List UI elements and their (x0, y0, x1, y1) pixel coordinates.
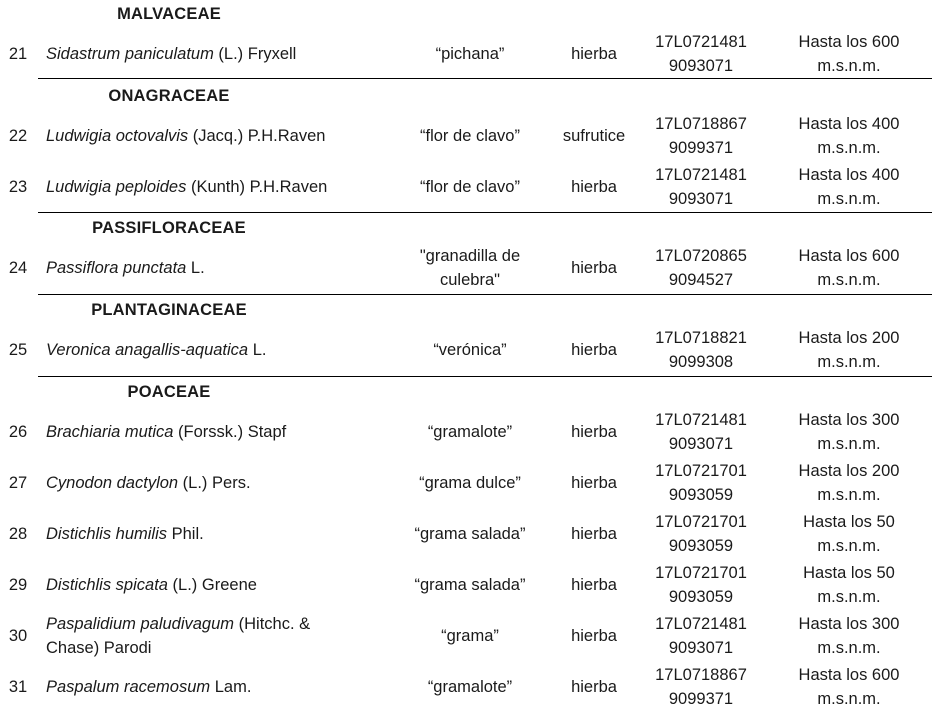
family-divider (38, 78, 932, 79)
altitude-range-stack (799, 459, 900, 507)
common-name-text: “grama dulce” (419, 474, 521, 492)
species-name-italic: Veronica anagallis-aquatica (46, 341, 249, 359)
utm-northing: 9093059 (668, 588, 734, 606)
growth-habit: hierba (571, 178, 617, 196)
species-name-italic: Paspalidium paludivagum (46, 615, 235, 633)
altitude-range-stack (799, 326, 900, 374)
row-number: 22 (8, 127, 28, 145)
utm-coordinates-stack (655, 663, 747, 711)
family-divider (38, 212, 932, 213)
utm-northing: 9099371 (668, 139, 734, 157)
growth-habit: hierba (571, 525, 617, 543)
growth-habit: hierba (571, 576, 617, 594)
altitude-limit: Hasta los 600 (798, 33, 900, 51)
growth-habit: hierba (571, 45, 617, 63)
species-author: (L.) Greene (167, 576, 257, 594)
utm-coordinates (645, 112, 757, 160)
row-number: 21 (8, 45, 28, 63)
altitude-unit: m.s.n.m. (817, 690, 881, 708)
row-number: 29 (8, 576, 28, 594)
altitude-range-stack (799, 408, 900, 456)
table-row (0, 30, 940, 78)
altitude-range (775, 163, 923, 211)
table-row (0, 561, 940, 609)
utm-northing: 9093059 (668, 537, 734, 555)
species-author: Lam. (210, 678, 252, 696)
scientific-name (46, 112, 366, 160)
utm-zone-easting: 17L0721701 (655, 513, 747, 531)
table-row (0, 459, 940, 507)
utm-northing: 9093071 (668, 639, 734, 657)
species-name-italic: Sidastrum paniculatum (46, 45, 214, 63)
utm-coordinates (645, 408, 757, 456)
table-row (0, 244, 940, 292)
row-number: 27 (8, 474, 28, 492)
species-author: Phil. (167, 525, 204, 543)
scientific-name (46, 561, 366, 609)
utm-northing: 9093071 (668, 190, 734, 208)
utm-coordinates-stack (655, 326, 747, 374)
utm-coordinates (645, 326, 757, 374)
altitude-unit: m.s.n.m. (817, 639, 881, 657)
common-name-text: "granadilla de culebra" (419, 247, 521, 289)
family-divider (38, 376, 932, 377)
common-name (380, 408, 560, 456)
utm-northing: 9099371 (668, 690, 734, 708)
growth-habit: hierba (571, 259, 617, 277)
family-divider (38, 294, 932, 295)
altitude-range (775, 612, 923, 660)
row-number: 28 (8, 525, 28, 543)
utm-northing: 9093071 (668, 435, 734, 453)
utm-zone-easting: 17L0718867 (655, 666, 747, 684)
utm-northing: 9094527 (668, 271, 734, 289)
growth-habit: hierba (571, 474, 617, 492)
scientific-name (46, 612, 366, 660)
altitude-range-stack (799, 612, 900, 660)
utm-northing: 9099308 (668, 353, 734, 371)
altitude-limit: Hasta los 400 (798, 166, 900, 184)
altitude-range-stack (799, 663, 900, 711)
altitude-unit: m.s.n.m. (817, 486, 881, 504)
row-number: 23 (8, 178, 28, 196)
utm-northing: 9093059 (668, 486, 734, 504)
scientific-name (46, 663, 366, 711)
altitude-range (775, 30, 923, 78)
common-name-text: “verónica” (433, 341, 507, 359)
row-number: 25 (8, 341, 28, 359)
row-number: 24 (8, 259, 28, 277)
altitude-limit: Hasta los 200 (798, 329, 900, 347)
scientific-name-text (46, 471, 251, 495)
utm-coordinates (645, 163, 757, 211)
common-name-text: “pichana” (435, 45, 505, 63)
utm-coordinates-stack (655, 408, 747, 456)
scientific-name (46, 244, 366, 292)
common-name-text: “flor de clavo” (420, 127, 520, 145)
table-row (0, 510, 940, 558)
common-name-text: “grama” (441, 627, 499, 645)
scientific-name-text (46, 338, 266, 362)
altitude-range (775, 459, 923, 507)
common-name (380, 663, 560, 711)
utm-zone-easting: 17L0721701 (655, 462, 747, 480)
species-name-italic: Cynodon dactylon (46, 474, 179, 492)
common-name (380, 561, 560, 609)
common-name (380, 163, 560, 211)
utm-coordinates (645, 244, 757, 292)
utm-coordinates-stack (655, 244, 747, 292)
altitude-range (775, 112, 923, 160)
common-name-text: “flor de clavo” (420, 178, 520, 196)
altitude-range (775, 326, 923, 374)
table-row (0, 408, 940, 456)
growth-habit: hierba (571, 627, 617, 645)
utm-coordinates-stack (655, 163, 747, 211)
utm-zone-easting: 17L0721701 (655, 564, 747, 582)
common-name (380, 112, 560, 160)
species-name-italic: Passiflora punctata (46, 259, 187, 277)
row-number: 26 (8, 423, 28, 441)
altitude-range-stack (803, 510, 895, 558)
scientific-name-text (46, 256, 205, 280)
species-name-italic: Ludwigia octovalvis (46, 127, 189, 145)
scientific-name (46, 163, 366, 211)
row-number: 30 (8, 627, 28, 645)
species-name-italic: Ludwigia peploides (46, 178, 187, 196)
common-name-text: “gramalote” (427, 678, 513, 696)
species-author: (Hitchc. & Chase) Parodi (46, 615, 311, 657)
family-heading: ONAGRACEAE (108, 87, 230, 105)
altitude-limit: Hasta los 300 (798, 411, 900, 429)
altitude-limit: Hasta los 600 (798, 247, 900, 265)
utm-coordinates (645, 30, 757, 78)
table-row (0, 326, 940, 374)
species-author: L. (186, 259, 205, 277)
scientific-name-text (46, 675, 251, 699)
utm-coordinates-stack (655, 30, 747, 78)
utm-zone-easting: 17L0718821 (655, 329, 747, 347)
utm-coordinates (645, 561, 757, 609)
altitude-unit: m.s.n.m. (817, 537, 881, 555)
common-name (380, 30, 560, 78)
species-author: (L.) Pers. (178, 474, 251, 492)
scientific-name-text (46, 124, 325, 148)
scientific-name-text (46, 420, 286, 444)
utm-coordinates (645, 663, 757, 711)
row-number: 31 (8, 678, 28, 696)
species-name-italic: Distichlis spicata (46, 576, 168, 594)
table-row (0, 112, 940, 160)
common-name (380, 459, 560, 507)
utm-northing: 9093071 (668, 57, 734, 75)
common-name-text: “grama salada” (414, 576, 526, 594)
altitude-limit: Hasta los 600 (798, 666, 900, 684)
utm-coordinates (645, 510, 757, 558)
altitude-range-stack (799, 163, 900, 211)
altitude-range-stack (799, 244, 900, 292)
altitude-limit: Hasta los 50 (803, 513, 895, 531)
altitude-unit: m.s.n.m. (817, 57, 881, 75)
altitude-unit: m.s.n.m. (817, 435, 881, 453)
utm-coordinates-stack (655, 612, 747, 660)
altitude-range-stack (799, 112, 900, 160)
scientific-name-text (46, 612, 366, 660)
common-name (380, 326, 560, 374)
altitude-range-stack (803, 561, 895, 609)
species-author: (Jacq.) P.H.Raven (188, 127, 326, 145)
altitude-range (775, 510, 923, 558)
utm-zone-easting: 17L0721481 (655, 411, 747, 429)
altitude-limit: Hasta los 200 (798, 462, 900, 480)
common-name (380, 244, 560, 292)
altitude-unit: m.s.n.m. (817, 190, 881, 208)
utm-zone-easting: 17L0721481 (655, 615, 747, 633)
scientific-name-text (46, 42, 296, 66)
species-name-italic: Distichlis humilis (46, 525, 168, 543)
growth-habit: hierba (571, 423, 617, 441)
species-name-italic: Paspalum racemosum (46, 678, 211, 696)
species-author: L. (248, 341, 267, 359)
species-name-italic: Brachiaria mutica (46, 423, 174, 441)
common-name-text: “gramalote” (427, 423, 513, 441)
utm-coordinates-stack (655, 561, 747, 609)
scientific-name-text (46, 175, 327, 199)
table-row (0, 663, 940, 711)
utm-coordinates (645, 459, 757, 507)
common-name-text: “grama salada” (414, 525, 526, 543)
growth-habit: sufrutice (562, 127, 626, 145)
altitude-limit: Hasta los 50 (803, 564, 895, 582)
scientific-name (46, 326, 366, 374)
growth-habit: hierba (571, 678, 617, 696)
scientific-name (46, 510, 366, 558)
altitude-limit: Hasta los 300 (798, 615, 900, 633)
altitude-unit: m.s.n.m. (817, 588, 881, 606)
utm-coordinates-stack (655, 459, 747, 507)
altitude-unit: m.s.n.m. (817, 139, 881, 157)
altitude-range (775, 663, 923, 711)
scientific-name (46, 30, 366, 78)
scientific-name-text (46, 522, 204, 546)
altitude-range-stack (799, 30, 900, 78)
altitude-unit: m.s.n.m. (817, 271, 881, 289)
utm-zone-easting: 17L0718867 (655, 115, 747, 133)
species-author: (L.) Fryxell (213, 45, 297, 63)
altitude-range (775, 244, 923, 292)
species-author: (Kunth) P.H.Raven (186, 178, 328, 196)
utm-zone-easting: 17L0721481 (655, 166, 747, 184)
altitude-range (775, 561, 923, 609)
altitude-limit: Hasta los 400 (798, 115, 900, 133)
utm-zone-easting: 17L0720865 (655, 247, 747, 265)
scientific-name (46, 408, 366, 456)
common-name (380, 612, 560, 660)
species-author: (Forssk.) Stapf (173, 423, 287, 441)
family-heading: PLANTAGINACEAE (91, 301, 247, 319)
scientific-name (46, 459, 366, 507)
table-row (0, 163, 940, 211)
utm-coordinates-stack (655, 510, 747, 558)
scientific-name-text (46, 573, 257, 597)
family-heading: MALVACEAE (117, 5, 221, 23)
utm-coordinates (645, 612, 757, 660)
altitude-range (775, 408, 923, 456)
table-row (0, 612, 940, 660)
altitude-unit: m.s.n.m. (817, 353, 881, 371)
common-name (380, 510, 560, 558)
family-heading: POACEAE (127, 383, 211, 401)
utm-coordinates-stack (655, 112, 747, 160)
growth-habit: hierba (571, 341, 617, 359)
family-heading: PASSIFLORACEAE (92, 219, 246, 237)
utm-zone-easting: 17L0721481 (655, 33, 747, 51)
